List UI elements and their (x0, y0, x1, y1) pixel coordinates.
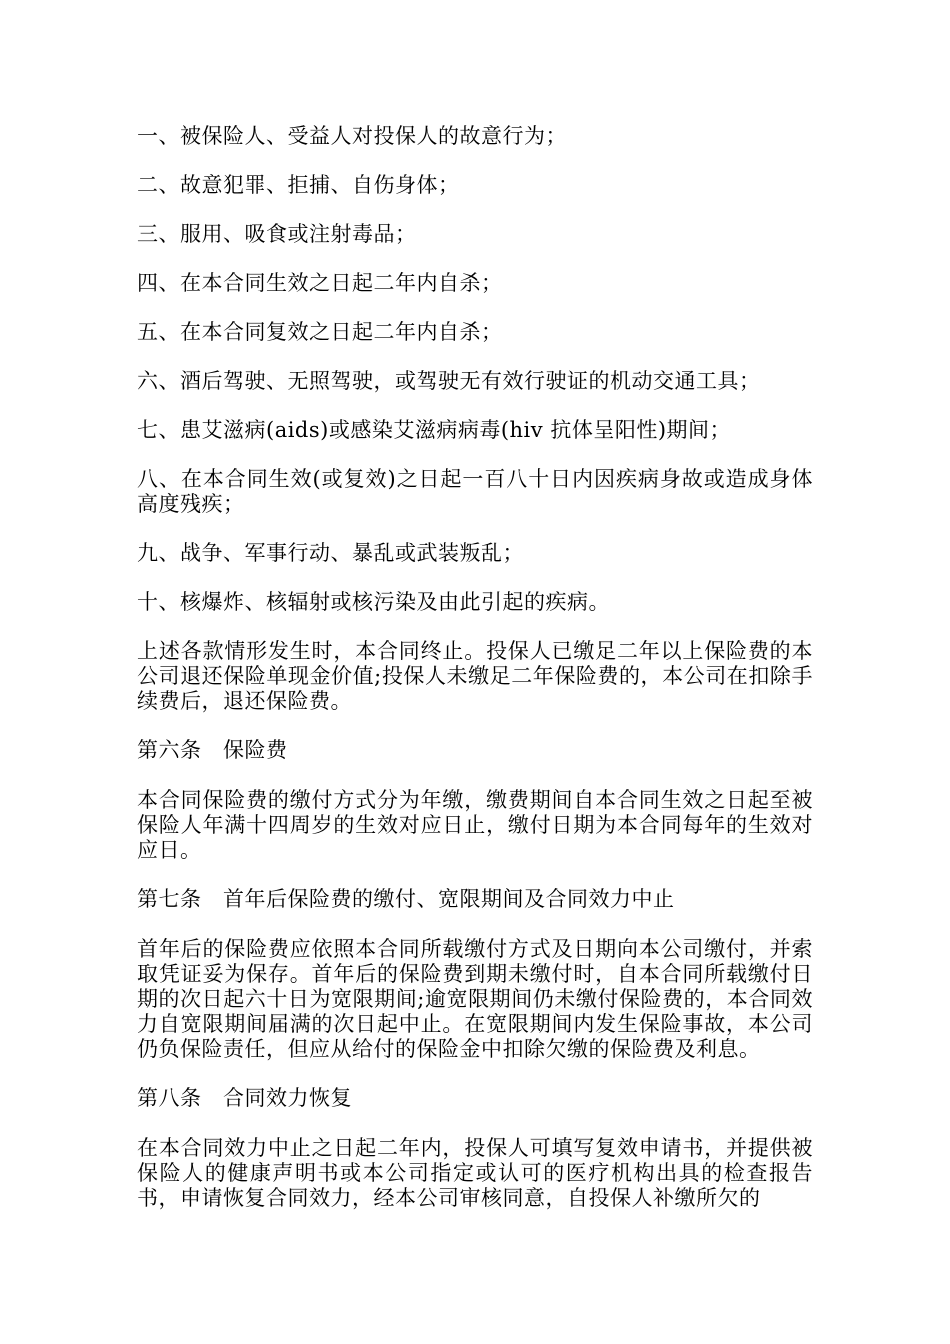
exclusion-item-3: 三、服用、吸食或注射毒品； (137, 222, 417, 246)
article-7-paragraph: 首年后的保险费应依照本合同所载缴付方式及日期向本公司缴付，并索取凭证妥为保存。首年后的保险费到期未缴付时，自本合同所载缴付日期的次日起六十日为宽限期间;逾宽限期间仍未缴付保险费的，本合同效力自宽限期间届满的次日起中止。在宽限期间内发生保险事故，本公司仍负保险责任，但应从给付的保险金中扣除欠缴的保险费及利息。 (137, 937, 813, 1061)
article-6-heading: 第六条 保险费 (137, 738, 288, 762)
article-6-paragraph: 本合同保险费的缴付方式分为年缴，缴费期间自本合同生效之日起至被保险人年满十四周岁的生效对应日止，缴付日期为本合同每年的生效对应日。 (137, 788, 813, 862)
exclusion-item-8: 八、在本合同生效(或复效)之日起一百八十日内因疾病身故或造成身体高度残疾； (137, 467, 813, 516)
exclusion-item-9: 九、战争、军事行动、暴乱或武装叛乱； (137, 541, 524, 565)
exclusion-item-7: 七、患艾滋病(aids)或感染艾滋病病毒(hiv 抗体呈阳性)期间； (137, 418, 732, 442)
exclusion-item-5: 五、在本合同复效之日起二年内自杀； (137, 320, 503, 344)
article-8-heading: 第八条 合同效力恢复 (137, 1086, 352, 1110)
exclusion-item-6: 六、酒后驾驶、无照驾驶，或驾驶无有效行驶证的机动交通工具； (137, 369, 761, 393)
termination-paragraph: 上述各款情形发生时，本合同终止。投保人已缴足二年以上保险费的本公司退还保险单现金价值;投保人未缴足二年保险费的，本公司在扣除手续费后，退还保险费。 (137, 639, 813, 713)
article-7-heading: 第七条 首年后保险费的缴付、宽限期间及合同效力中止 (137, 887, 675, 911)
exclusion-item-4: 四、在本合同生效之日起二年内自杀； (137, 271, 503, 295)
exclusion-item-10: 十、核爆炸、核辐射或核污染及由此引起的疾病。 (137, 590, 610, 614)
article-8-paragraph: 在本合同效力中止之日起二年内，投保人可填写复效申请书，并提供被保险人的健康声明书或本公司指定或认可的医疗机构出具的检查报告书，申请恢复合同效力，经本公司审核同意，自投保人补缴所欠的 (137, 1136, 813, 1210)
exclusion-item-1: 一、被保险人、受益人对投保人的故意行为； (137, 124, 567, 148)
exclusion-item-2: 二、故意犯罪、拒捕、自伤身体； (137, 173, 460, 197)
document-body (137, 124, 813, 1235)
